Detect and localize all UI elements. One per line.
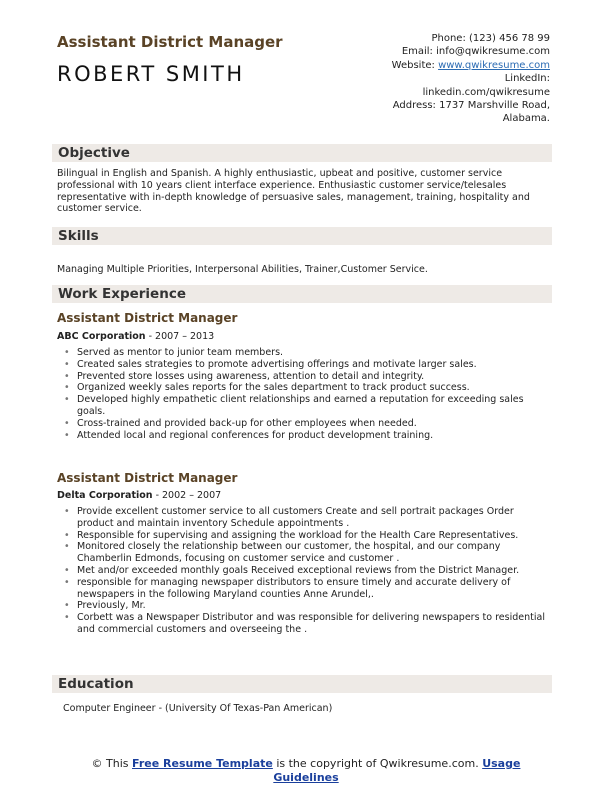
list-item: • Created sales strategies to promote advertising offerings and motivate larger sales. xyxy=(62,359,552,371)
list-item: • Cross-trained and provided back-up for other employees when needed. xyxy=(62,418,552,430)
section-work-header: Work Experience xyxy=(52,285,552,303)
list-item: • Corbett was a Newspaper Distributor and was responsible for delivering newspapers to residential and commercial customers and overseeing the . xyxy=(62,612,552,636)
list-item: • Monitored closely the relationship between our customer, the hospital, and our company Chamberlin Edmonds, focusing on customer service and customer . xyxy=(62,541,552,565)
job-company-2: Delta Corporation - 2002 – 2007 xyxy=(57,490,222,501)
job-bullets-1 xyxy=(62,347,552,441)
candidate-name: ROBERT SMITH xyxy=(57,62,245,86)
resume-job-title: Assistant District Manager xyxy=(57,33,283,51)
list-item: • Served as mentor to junior team members. xyxy=(62,347,552,359)
usage-guidelines-link[interactable]: Guidelines xyxy=(273,770,339,784)
list-item: • Previously, Mr. xyxy=(62,600,552,612)
list-item: • Responsible for supervising and assigning the workload for the Health Care Representatives. xyxy=(62,530,552,542)
contact-linkedin: linkedin.com/qwikresume xyxy=(422,86,550,98)
list-item: • Met and/or exceeded monthly goals Received exceptional reviews from the District Manager. xyxy=(62,565,552,577)
education-text: Computer Engineer - (University Of Texas-Pan American) xyxy=(63,703,333,714)
job-bullets-2 xyxy=(62,506,552,636)
contact-address-line2: Alabama. xyxy=(502,113,550,125)
contact-phone: Phone: (123) 456 78 99 xyxy=(431,33,550,44)
free-resume-template-link[interactable]: Free Resume Template xyxy=(132,757,273,770)
job-title-2: Assistant District Manager xyxy=(57,471,238,485)
skills-text: Managing Multiple Priorities, Interpersonal Abilities, Trainer,Customer Service. xyxy=(57,264,428,275)
objective-text: Bilingual in English and Spanish. A highly enthusiastic, upbeat and positive, customer service professional with 10 years client interface experience. Enthusiastic customer service/telesales representative with in-depth knowledge of persuasive sales, management, training, hospitality and customer service. xyxy=(57,168,530,215)
contact-email: Email: info@qwikresume.com xyxy=(401,46,550,58)
list-item: • Organized weekly sales reports for the sales department to track product success. xyxy=(62,382,552,394)
section-skills-header: Skills xyxy=(52,227,552,245)
section-objective-header: Objective xyxy=(52,144,552,162)
contact-block xyxy=(392,32,550,126)
list-item: • Provide excellent customer service to all customers Create and sell portrait packages Order product and maintain inventory Schedule appointments . xyxy=(62,506,552,530)
list-item: • Attended local and regional conferences for product development training. xyxy=(62,430,552,442)
list-item: • Developed highly empathetic client relationships and earned a reputation for exceeding sales goals. xyxy=(62,394,552,418)
footer: © This Free Resume Template is the copyright of Qwikresume.com. Usage Guidelines xyxy=(91,757,521,784)
section-education-header: Education xyxy=(52,675,552,693)
contact-linkedin-label: LinkedIn: xyxy=(504,73,550,85)
list-item: • Prevented store losses using awareness, attention to detail and integrity. xyxy=(62,371,552,383)
job-title-1: Assistant District Manager xyxy=(57,311,238,325)
list-item: • responsible for managing newspaper distributors to ensure timely and accurate delivery of newspapers in the following Maryland counties Anne Arundel,. xyxy=(62,577,552,601)
contact-website: Website: www.qwikresume.com xyxy=(391,59,550,71)
job-company-1: ABC Corporation - 2007 – 2013 xyxy=(57,331,215,342)
contact-address: Address: 1737 Marshville Road, xyxy=(392,100,550,112)
website-link[interactable]: www.qwikresume.com xyxy=(438,59,550,71)
usage-link[interactable]: Usage xyxy=(482,757,521,770)
